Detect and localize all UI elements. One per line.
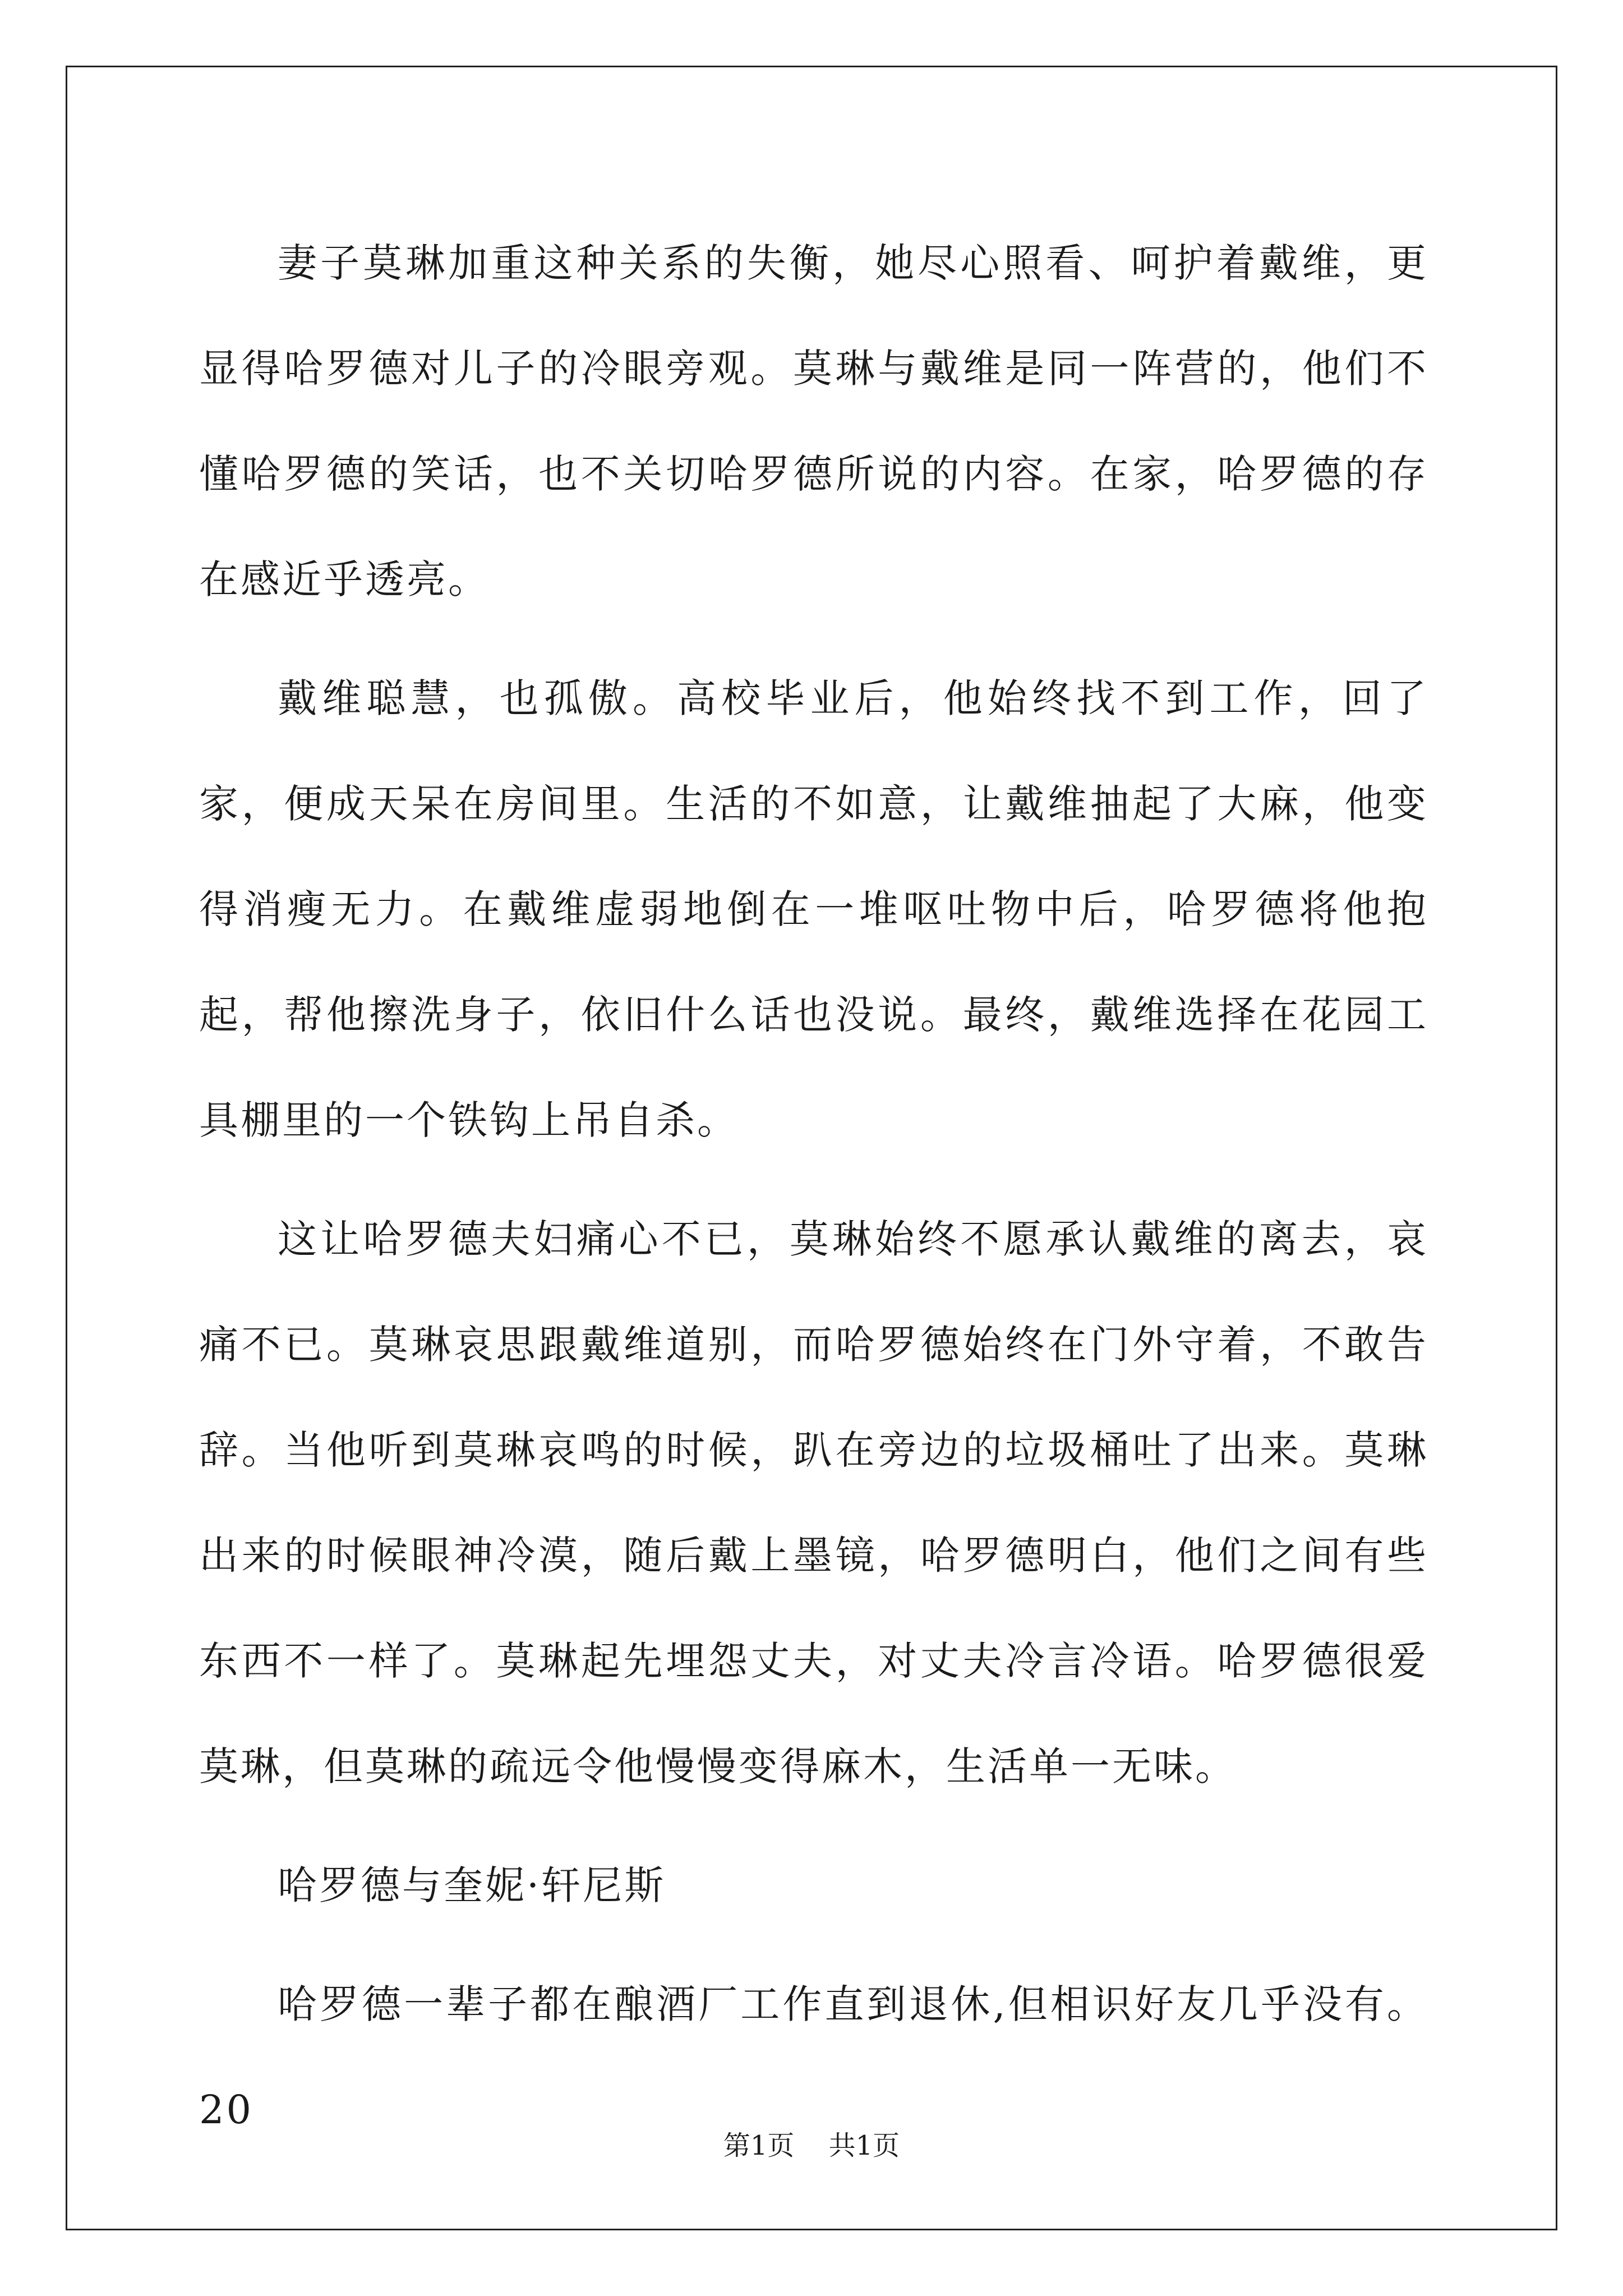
section-heading: 哈罗德与奎妮·轩尼斯 [278, 1862, 666, 1908]
page-footer [0, 2129, 1623, 2162]
page-number: 第1页 [723, 2130, 795, 2161]
paragraph: 戴维聪慧，也孤傲。高校毕业后，他始终找不到工作，回了家，便成天呆在房间里。生活的不如意，让戴维抽起了大麻，他变得消瘦无力。在戴维虚弱地倒在一堆呕吐物中后，哈罗德将他抱起，帮他擦洗身子，依旧什么话也没说。最终，戴维选择在花园工具棚里的一个铁钩上吊自杀。 [199, 675, 1428, 1143]
paragraph: 妻子莫琳加重这种关系的失衡，她尽心照看、呵护着戴维，更显得哈罗德对儿子的冷眼旁观。莫琳与戴维是同一阵营的，他们不懂哈罗德的笑话，也不关切哈罗德所说的内容。在家，哈罗德的存在感近乎透亮。 [199, 240, 1428, 602]
paragraph: 哈罗德一辈子都在酿酒厂工作直到退休,但相识好友几乎没有。20 [199, 1981, 1428, 2133]
page-total: 共1页 [828, 2130, 900, 2161]
paragraph: 这让哈罗德夫妇痛心不已，莫琳始终不愿承认戴维的离去，哀痛不已。莫琳哀思跟戴维道别，而哈罗德始终在门外守着，不敢告辞。当他听到莫琳哀鸣的时候，趴在旁边的垃圾桶吐了出来。莫琳出来的时候眼神冷漠，随后戴上墨镜，哈罗德明白，他们之间有些东西不一样了。莫琳起先埋怨丈夫，对丈夫冷言冷语。哈罗德很爱莫琳，但莫琳的疏远令他慢慢变得麻木，生活单一无味。 [199, 1216, 1428, 1789]
document-body [199, 210, 1428, 2176]
